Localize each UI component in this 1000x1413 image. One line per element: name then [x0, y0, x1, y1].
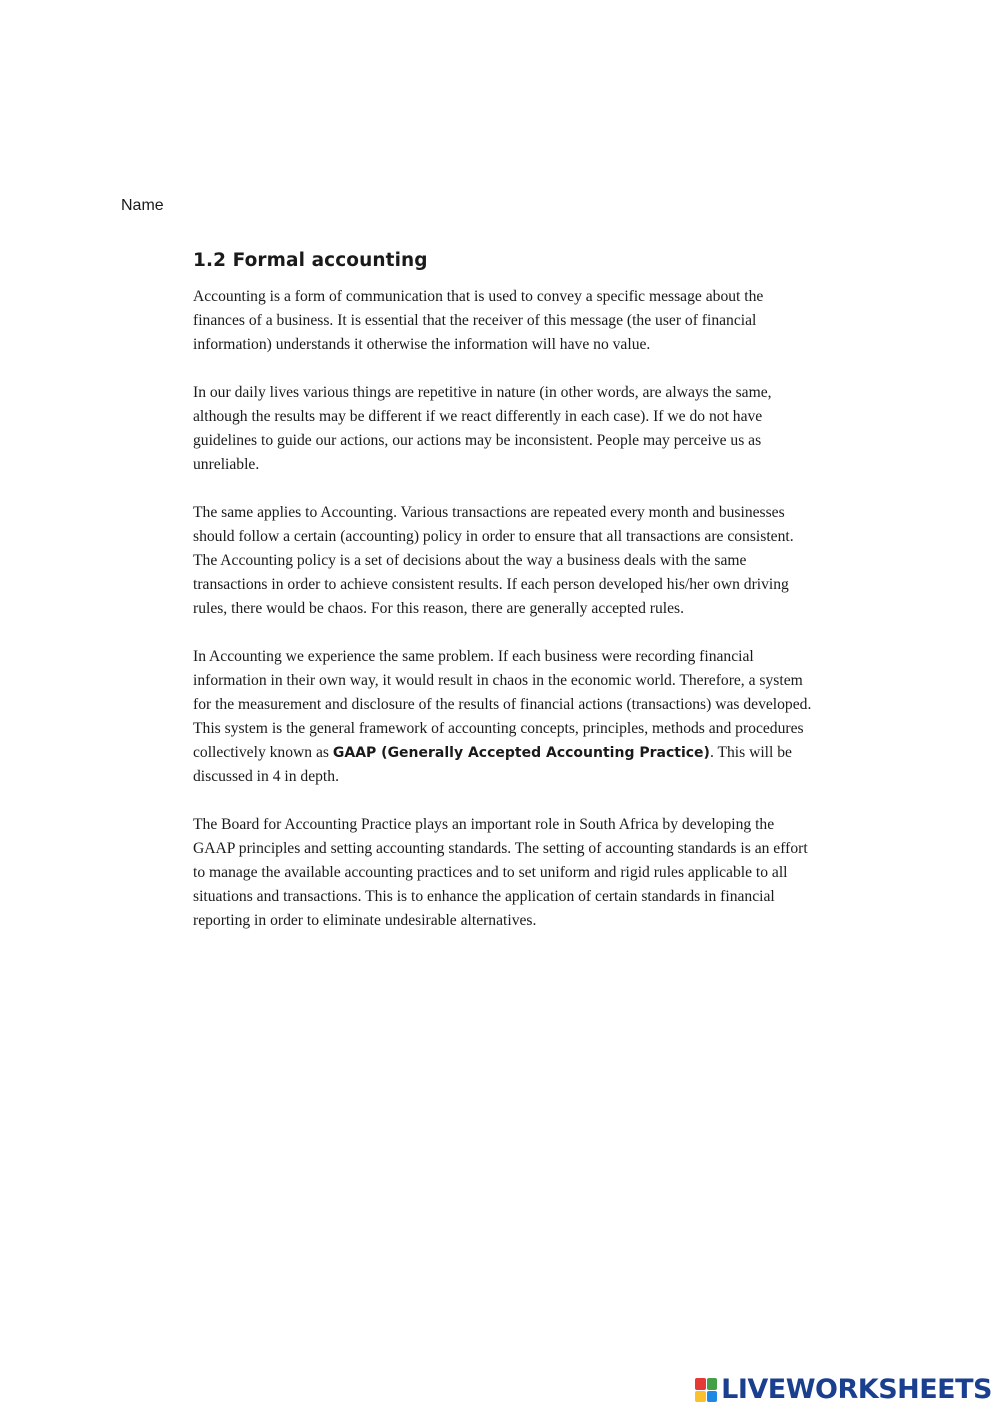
liveworksheets-logo — [695, 1375, 992, 1405]
name-label: Name — [121, 197, 164, 214]
logo-text: LIVEWORKSHEETS — [721, 1374, 992, 1405]
logo-square-blue — [707, 1391, 718, 1403]
section-title: 1.2 Formal accounting — [193, 250, 428, 271]
paragraph-3: The same applies to Accounting. Various transactions are repeated every month and businesses should follow a certain (accounting) policy in order to ensure that all transactions are consistent. The Accounting policy is a set of decisions about the way a business deals with the same transactions in order to achieve consistent results. If each person developed his/her own driving rules, there would be chaos. For this reason, there are generally accepted rules. — [193, 504, 794, 617]
logo-square-green — [707, 1378, 718, 1390]
paragraph-4 — [193, 645, 818, 789]
paragraph-4-text-end: . This will be discussed in 4 in depth. — [193, 744, 792, 785]
logo-square-yellow — [695, 1391, 706, 1403]
paragraph-4-text: In Accounting we experience the same problem. If each business were recording financial information in their own way, it would result in chaos in the economic world. Therefore, a system for the measurement and disclosure of the results of financial actions (transactions) was developed. This system is the general framework of accounting concepts, principles, methods and procedures collectively known as — [193, 648, 812, 761]
paragraph-2: In our daily lives various things are repetitive in nature (in other words, are always the same, although the results may be different if we react differently in each case). If we do not have guidelines to guide our actions, our actions may be inconsistent. People may perceive us as unreliable. — [193, 384, 772, 473]
paragraph-5: The Board for Accounting Practice plays an important role in South Africa by developing the GAAP principles and setting accounting standards. The setting of accounting standards is an effort to manage the available accounting practices and to set uniform and rigid rules applicable to all situations and transactions. This is to enhance the application of certain standards in financial reporting in order to eliminate undesirable alternatives. — [193, 816, 808, 929]
document-body — [193, 250, 818, 957]
gaap-term: GAAP (Generally Accepted Accounting Practice) — [332, 745, 710, 761]
paragraph-1: Accounting is a form of communication that is used to convey a specific message about the finances of a business. It is essential that the receiver of this message (the user of financial information) understands it otherwise the information will have no value. — [193, 288, 764, 353]
logo-square-red — [695, 1378, 706, 1390]
liveworksheets-logo-icon — [695, 1378, 717, 1402]
